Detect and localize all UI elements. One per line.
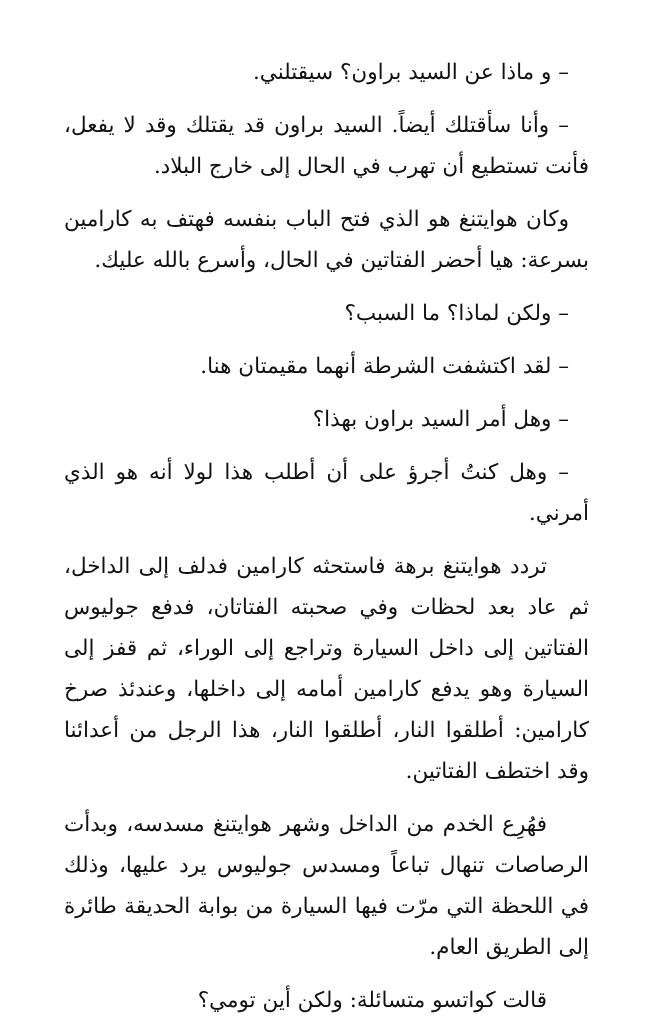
narration-paragraph-4: قالت كواتسو متسائلة: ولكن أين تومي؟: [197, 988, 547, 1013]
narration-paragraph-1: وكان هوايتنغ هو الذي فتح الباب بنفسه فهتف به كارامين بسرعة: هيا أحضر الفتاتين في الحال، وأسرع بالله عليك.: [64, 207, 589, 273]
dialogue-line-3: – ولكن لماذا؟ ما السبب؟: [344, 301, 569, 326]
dialogue-line-6: – وهل كنتُ أجرؤ على أن أطلب هذا لولا أنه هو الذي أمرني.: [64, 460, 589, 526]
narration-paragraph-2: تردد هوايتنغ برهة فاستحثه كارامين فدلف إلى الداخل، ثم عاد بعد لحظات وفي صحبته الفتاتان، فدفع جوليوس الفتاتين إلى داخل السيارة وتراجع إلى الوراء، ثم قفز إلى السيارة وهو يدفع كارامين أمامه إلى داخلها، وعندئذ صرخ كارامين: أطلقوا النار، أطلقوا النار، هذا الرجل من أعدائنا وقد اختطف الفتاتين.: [64, 554, 589, 784]
dialogue-line-4: – لقد اكتشفت الشرطة أنهما مقيمتان هنا.: [200, 354, 569, 379]
dialogue-line-5: – وهل أمر السيد براون بهذا؟: [312, 407, 569, 432]
dialogue-line-1: – و ماذا عن السيد براون؟ سيقتلني.: [252, 60, 569, 85]
book-page: [64, 52, 589, 1033]
dialogue-line-2: – وأنا سأقتلك أيضاً. السيد براون قد يقتلك وقد لا يفعل، فأنت تستطيع أن تهرب في الحال إلى خارج البلاد.: [64, 113, 589, 179]
narration-paragraph-3: فهُرِع الخدم من الداخل وشهر هوايتنغ مسدسه، وبدأت الرصاصات تنهال تباعاً ومسدس جوليوس يرد عليها، وذلك في اللحظة التي مرّت فيها السيارة من بوابة الحديقة طائرة إلى الطريق العام.: [64, 812, 589, 960]
